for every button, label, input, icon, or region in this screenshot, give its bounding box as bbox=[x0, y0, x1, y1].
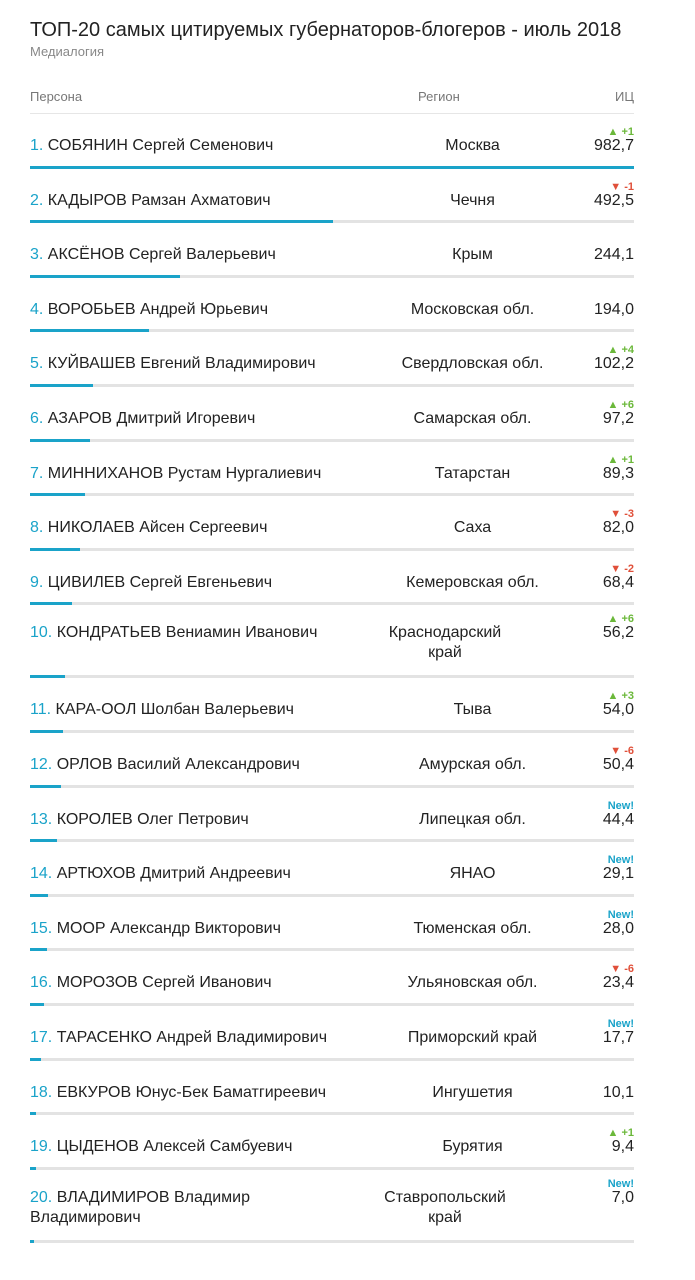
region-cell: Свердловская обл. bbox=[401, 355, 544, 373]
index-value: 102,2 bbox=[593, 355, 634, 373]
person-cell bbox=[30, 973, 365, 993]
table-row[interactable] bbox=[30, 1170, 634, 1243]
value-bar bbox=[30, 1240, 34, 1243]
region-cell: Тюменская обл. bbox=[413, 919, 532, 937]
index-value: 194,0 bbox=[593, 300, 634, 318]
table-row[interactable] bbox=[30, 169, 634, 224]
region-cell: Бурятия bbox=[442, 1138, 503, 1156]
index-value: 82,0 bbox=[602, 519, 634, 537]
index-value: 68,4 bbox=[602, 573, 634, 591]
rank-number: 4. bbox=[30, 300, 44, 318]
index-value: 244,1 bbox=[593, 246, 634, 264]
rank-down-indicator: ▼ -2 bbox=[610, 562, 634, 575]
index-value: 54,0 bbox=[602, 701, 634, 719]
region-cell: Липецкая обл. bbox=[419, 810, 526, 828]
person-name: ТАРАСЕНКО Андрей Владимирович bbox=[56, 1028, 328, 1046]
rating-table bbox=[30, 18, 634, 1243]
person-cell bbox=[30, 1083, 365, 1103]
person-name: КАДЫРОВ Рамзан Ахматович bbox=[47, 191, 271, 209]
rank-number: 20. bbox=[30, 1188, 53, 1206]
column-region[interactable]: Регион bbox=[418, 89, 460, 104]
rank-up-indicator: ▲ +6 bbox=[607, 398, 634, 411]
table-row[interactable] bbox=[30, 897, 634, 952]
region-cell: ЯНАО bbox=[449, 865, 496, 883]
rank-number: 6. bbox=[30, 409, 44, 427]
person-cell bbox=[30, 136, 365, 156]
rank-number: 13. bbox=[30, 810, 53, 828]
new-badge: New! bbox=[607, 1177, 634, 1190]
rank-number: 17. bbox=[30, 1028, 53, 1046]
table-row[interactable] bbox=[30, 387, 634, 442]
person-name: ВОРОБЬЕВ Андрей Юрьевич bbox=[47, 300, 269, 318]
person-cell bbox=[30, 300, 365, 320]
person-cell bbox=[30, 1028, 365, 1048]
rank-down-indicator: ▼ -3 bbox=[610, 508, 634, 521]
index-value: 29,1 bbox=[602, 865, 634, 883]
rank-number: 14. bbox=[30, 865, 53, 883]
person-cell bbox=[30, 573, 365, 593]
table-row[interactable] bbox=[30, 114, 634, 169]
person-cell bbox=[30, 755, 365, 775]
person-name: МООР Александр Викторович bbox=[56, 919, 281, 937]
index-value: 28,0 bbox=[602, 919, 634, 937]
index-value: 50,4 bbox=[602, 755, 634, 773]
person-cell bbox=[30, 518, 365, 538]
table-row[interactable] bbox=[30, 1006, 634, 1061]
rank-number: 7. bbox=[30, 464, 44, 482]
rank-up-indicator: ▲ +1 bbox=[607, 126, 634, 138]
rank-up-indicator: ▲ +1 bbox=[607, 1127, 634, 1140]
person-name: ЦИВИЛЕВ Сергей Евгеньевич bbox=[47, 573, 273, 591]
table-row[interactable] bbox=[30, 1061, 634, 1116]
person-name: ОРЛОВ Василий Александрович bbox=[56, 755, 300, 773]
table-body bbox=[30, 114, 634, 1243]
rank-number: 5. bbox=[30, 355, 44, 373]
rank-number: 16. bbox=[30, 974, 53, 992]
region-cell: Самарская обл. bbox=[413, 409, 532, 427]
person-cell bbox=[30, 1188, 270, 1228]
person-cell bbox=[30, 191, 365, 211]
new-badge: New! bbox=[607, 854, 634, 867]
person-cell bbox=[30, 1137, 365, 1157]
person-cell bbox=[30, 919, 365, 939]
person-name: СОБЯНИН Сергей Семенович bbox=[47, 137, 274, 154]
index-value: 89,3 bbox=[602, 464, 634, 482]
region-cell: Амурская обл. bbox=[418, 755, 527, 773]
person-name: ВЛАДИМИРОВ Владимир Владимирович bbox=[30, 1188, 250, 1226]
region-cell: Татарстан bbox=[434, 464, 511, 482]
table-row[interactable] bbox=[30, 678, 634, 733]
index-value: 56,2 bbox=[602, 624, 634, 642]
column-index[interactable]: ИЦ bbox=[615, 89, 634, 104]
table-row[interactable] bbox=[30, 223, 634, 278]
rank-number: 19. bbox=[30, 1138, 53, 1156]
rank-down-indicator: ▼ -1 bbox=[610, 180, 634, 193]
table-row[interactable] bbox=[30, 332, 634, 387]
person-name: КОНДРАТЬЕВ Вениамин Иванович bbox=[56, 624, 318, 642]
index-value: 7,0 bbox=[611, 1188, 634, 1206]
rank-up-indicator: ▲ +1 bbox=[607, 453, 634, 466]
index-value: 10,1 bbox=[602, 1083, 634, 1101]
person-cell bbox=[30, 245, 365, 265]
person-name: АЗАРОВ Дмитрий Игоревич bbox=[47, 409, 256, 427]
new-badge: New! bbox=[607, 799, 634, 812]
new-badge: New! bbox=[607, 1017, 634, 1030]
table-row[interactable] bbox=[30, 1115, 634, 1170]
rank-number: 8. bbox=[30, 519, 44, 537]
rank-number: 11. bbox=[30, 701, 52, 719]
rank-down-indicator: ▼ -6 bbox=[610, 963, 634, 976]
person-name: КАРА-ООЛ Шолбан Валерьевич bbox=[55, 701, 294, 719]
person-cell bbox=[30, 864, 365, 884]
page-title: ТОП-20 самых цитируемых губернаторов-блогеров - июль 2018 bbox=[30, 19, 622, 41]
person-name: КОРОЛЕВ Олег Петрович bbox=[56, 810, 249, 828]
person-name: КУЙВАШЕВ Евгений Владимирович bbox=[47, 355, 316, 373]
rank-number: 15. bbox=[30, 919, 53, 937]
index-value: 492,5 bbox=[593, 191, 634, 209]
table-row[interactable] bbox=[30, 605, 634, 678]
person-name: МОРОЗОВ Сергей Иванович bbox=[56, 974, 272, 992]
index-value: 97,2 bbox=[602, 409, 634, 427]
table-row[interactable] bbox=[30, 951, 634, 1006]
person-name: НИКОЛАЕВ Айсен Сергеевич bbox=[47, 519, 268, 537]
rank-number: 12. bbox=[30, 755, 53, 773]
rank-number: 2. bbox=[30, 191, 44, 209]
region-cell: Ингушетия bbox=[432, 1083, 513, 1101]
person-cell bbox=[30, 464, 365, 484]
table-row[interactable] bbox=[30, 788, 634, 843]
person-name: АРТЮХОВ Дмитрий Андреевич bbox=[56, 865, 291, 883]
table-row[interactable] bbox=[30, 496, 634, 551]
person-name: АКСЁНОВ Сергей Валерьевич bbox=[47, 246, 276, 264]
region-cell: Чечня bbox=[450, 191, 495, 209]
region-cell: Тыва bbox=[453, 701, 492, 719]
person-name: МИННИХАНОВ Рустам Нургалиевич bbox=[47, 464, 322, 482]
region-cell: Саха bbox=[453, 519, 492, 537]
region-cell: Москва bbox=[445, 137, 500, 154]
region-cell: Приморский край bbox=[407, 1028, 538, 1046]
person-cell bbox=[30, 810, 365, 830]
rank-number: 10. bbox=[30, 624, 53, 642]
rank-down-indicator: ▼ -6 bbox=[610, 744, 634, 757]
table-header bbox=[30, 83, 634, 114]
rank-up-indicator: ▲ +3 bbox=[607, 690, 634, 703]
person-cell bbox=[30, 623, 365, 643]
rank-number: 3. bbox=[30, 246, 44, 264]
rank-up-indicator: ▲ +6 bbox=[607, 613, 634, 626]
column-person[interactable]: Персона bbox=[30, 89, 83, 104]
table-row[interactable] bbox=[30, 551, 634, 606]
table-row[interactable] bbox=[30, 733, 634, 788]
region-cell: Ставропольский край bbox=[384, 1188, 506, 1226]
rank-number: 1. bbox=[30, 137, 44, 154]
index-value: 982,7 bbox=[593, 137, 634, 154]
table-row[interactable] bbox=[30, 842, 634, 897]
index-value: 17,7 bbox=[602, 1028, 634, 1046]
rank-number: 18. bbox=[30, 1083, 53, 1101]
person-cell bbox=[30, 700, 365, 720]
rank-number: 9. bbox=[30, 573, 44, 591]
index-value: 23,4 bbox=[602, 974, 634, 992]
new-badge: New! bbox=[607, 908, 634, 921]
region-cell: Крым bbox=[452, 246, 493, 264]
person-name: ЦЫДЕНОВ Алексей Самбуевич bbox=[56, 1138, 293, 1156]
table-row[interactable] bbox=[30, 442, 634, 497]
person-name: ЕВКУРОВ Юнус-Бек Баматгиреевич bbox=[56, 1083, 327, 1101]
region-cell: Ульяновская обл. bbox=[407, 974, 538, 992]
table-row[interactable] bbox=[30, 278, 634, 333]
source-label: Медиалогия bbox=[30, 44, 105, 59]
region-cell: Кемеровская обл. bbox=[406, 573, 539, 591]
person-cell bbox=[30, 354, 365, 374]
region-cell: Краснодарский край bbox=[388, 624, 502, 662]
index-value: 44,4 bbox=[602, 810, 634, 828]
index-value: 9,4 bbox=[611, 1138, 634, 1156]
person-cell bbox=[30, 409, 365, 429]
region-cell: Московская обл. bbox=[410, 300, 535, 318]
rank-up-indicator: ▲ +4 bbox=[607, 344, 634, 357]
